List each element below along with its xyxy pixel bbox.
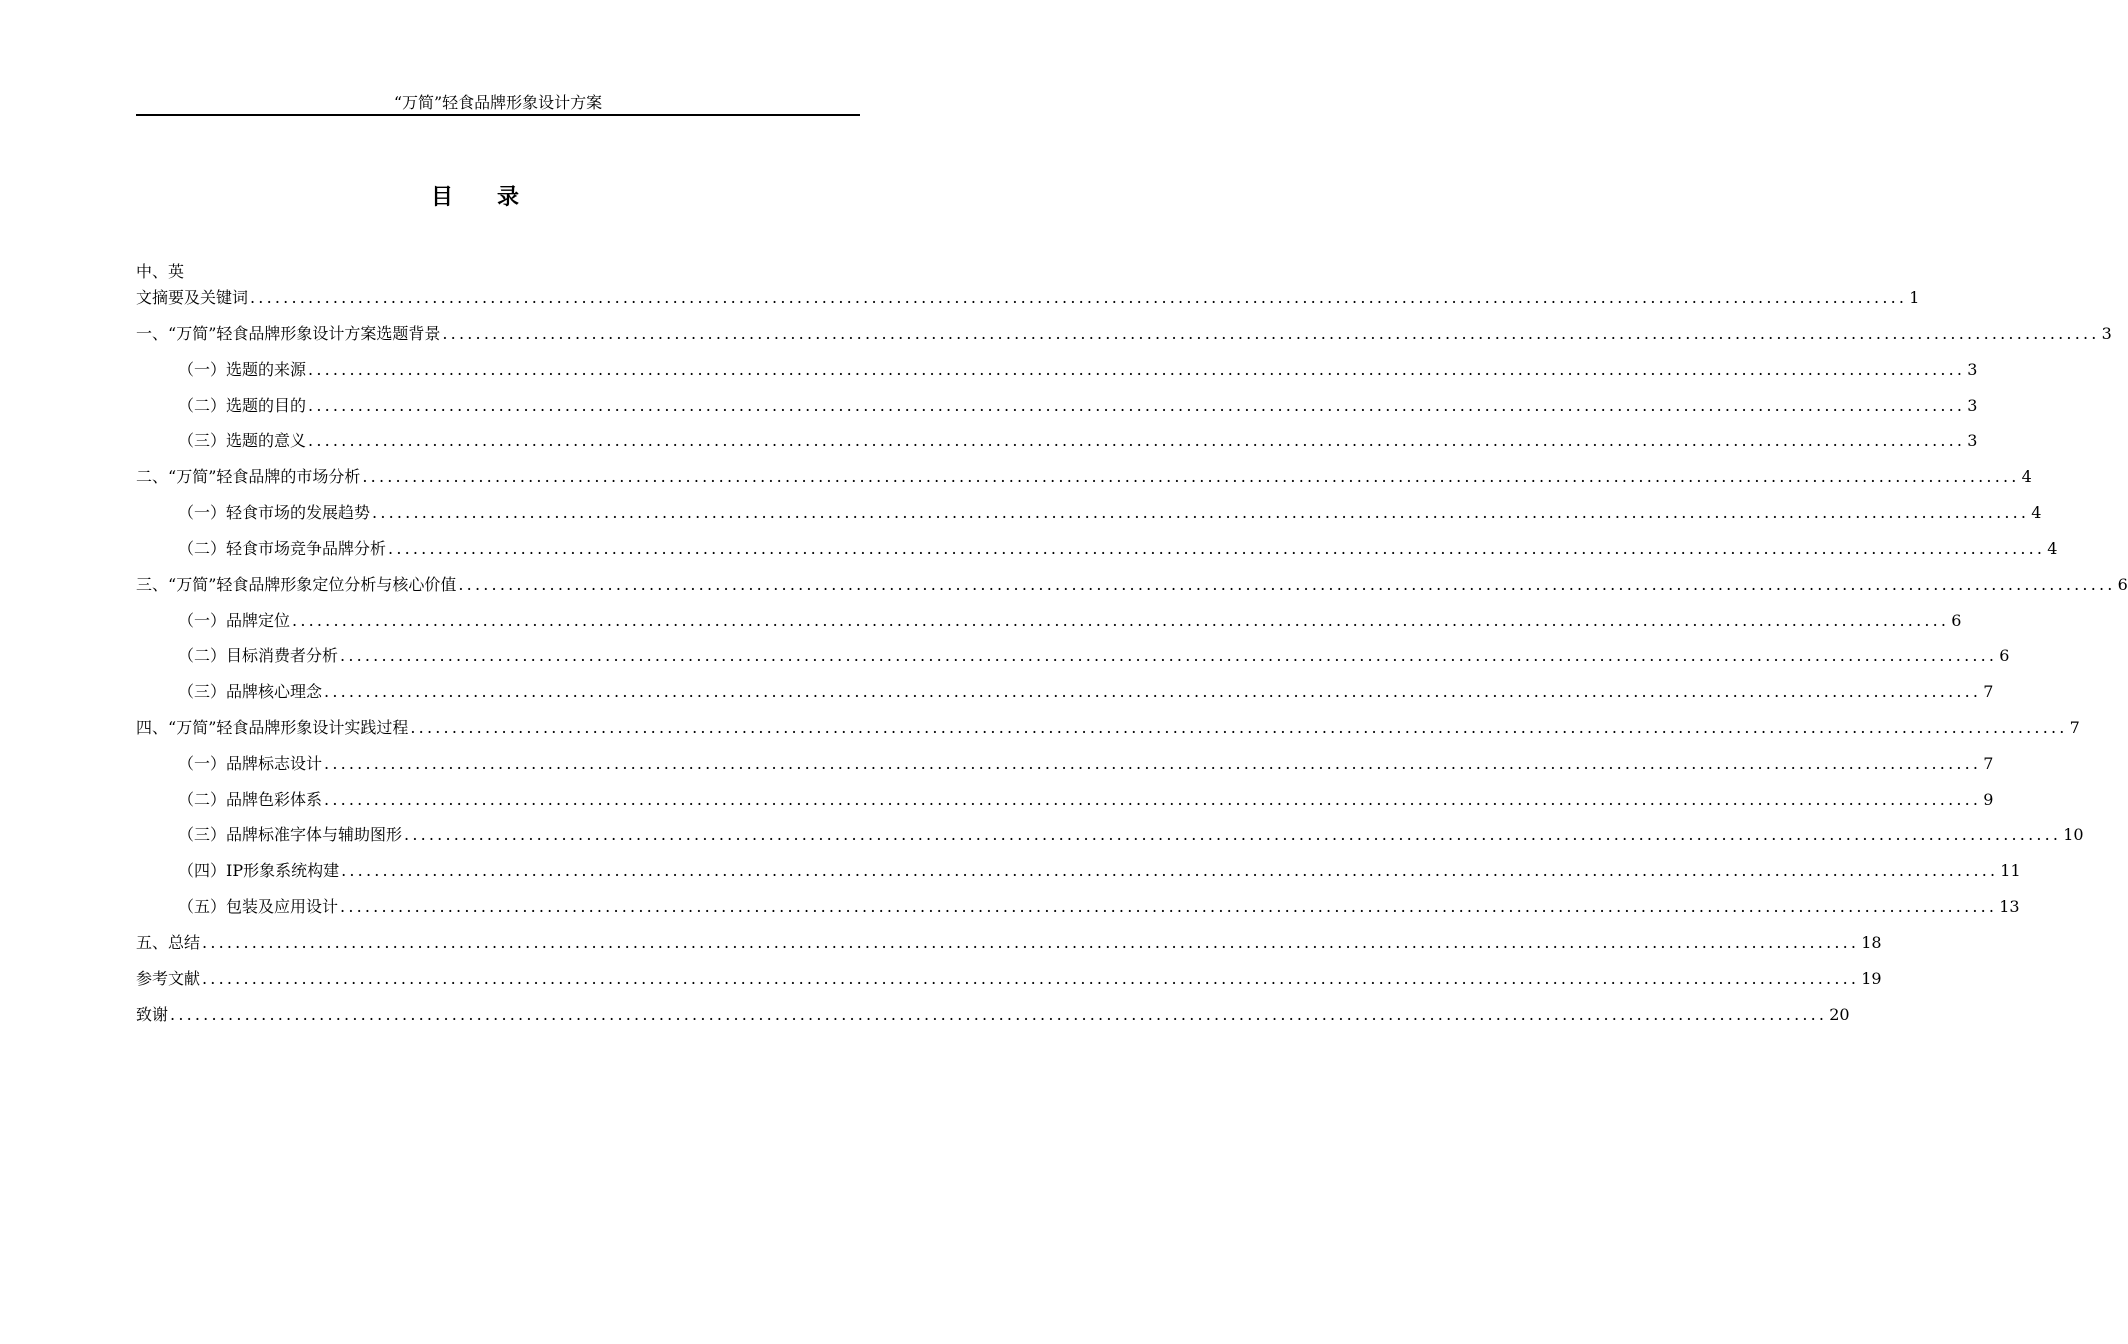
toc-entry-section-1-3[interactable] — [178, 427, 1978, 455]
toc-entry-number: （二） — [178, 396, 227, 415]
toc-entry-number: （三） — [178, 825, 227, 844]
dot-leader: ........................................................................................................................................................................................................ — [340, 646, 1998, 665]
toc-entry-text: 轻食市场的发展趋势 — [226, 503, 371, 522]
toc-abstract-prefix: 中、英 — [136, 262, 185, 281]
dot-leader: ........................................................................................................................................................................................................ — [372, 503, 2030, 522]
toc-entry-text: 轻食市场竞争品牌分析 — [226, 539, 387, 558]
toc-entry-number: （一） — [178, 611, 227, 630]
toc-entry-page: 10 — [2063, 825, 2084, 844]
toc-entry-abstract[interactable] — [136, 284, 1920, 312]
toc-entry-section-2-2[interactable] — [178, 535, 2058, 563]
toc-entry-page: 7 — [2069, 718, 2080, 737]
toc-entry-number: 三、 — [136, 575, 169, 594]
dot-leader: ........................................................................................................................................................................................................ — [202, 933, 1860, 952]
dot-leader: ........................................................................................................................................................................................................ — [341, 861, 1999, 880]
toc-entry-number: （三） — [178, 431, 227, 450]
toc-entry-page: 3 — [1967, 360, 1978, 379]
toc-entry-page: 3 — [1967, 396, 1978, 415]
toc-entry-text: 选题的意义 — [226, 431, 307, 450]
toc-entry-chapter-2[interactable] — [136, 463, 2032, 491]
dot-leader: ........................................................................................................................................................................................................ — [340, 897, 1998, 916]
toc-entry-references[interactable] — [136, 965, 1882, 993]
toc-entry-text: 品牌标准字体与辅助图形 — [226, 825, 403, 844]
toc-entry-text: “万简”轻食品牌的市场分析 — [168, 467, 361, 486]
toc-entry-section-4-2[interactable] — [178, 786, 1994, 814]
dot-leader: ........................................................................................................................................................................................................ — [324, 754, 1982, 773]
toc-title-char-2: 录 — [497, 184, 520, 210]
dot-leader: ........................................................................................................................................................................................................ — [404, 825, 2062, 844]
toc-entry-page: 19 — [1861, 969, 1882, 988]
toc-entry-number: （三） — [178, 682, 227, 701]
dot-leader: ........................................................................................................................................................................................................ — [362, 467, 2020, 486]
toc-entry-text: 品牌核心理念 — [226, 682, 323, 701]
toc-entry-text: IP形象系统构建 — [226, 861, 340, 880]
toc-entry-text: “万简”轻食品牌形象设计方案选题背景 — [168, 324, 441, 343]
toc-entry-text: 选题的来源 — [226, 360, 307, 379]
toc-entry-page: 3 — [1967, 431, 1978, 450]
toc-entry-chapter-3[interactable] — [136, 571, 2128, 599]
toc-entry-section-4-4[interactable] — [178, 857, 2021, 885]
page-header — [136, 92, 860, 116]
toc-entry-page: 6 — [2117, 575, 2128, 594]
toc-entry-number: （五） — [178, 897, 227, 916]
dot-leader: ........................................................................................................................................................................................................ — [458, 575, 2116, 594]
toc-entry-page: 7 — [1983, 754, 1994, 773]
dot-leader: ........................................................................................................................................................................................................ — [170, 1005, 1828, 1024]
toc-entry-text: “万简”轻食品牌形象定位分析与核心价值 — [168, 575, 457, 594]
toc-entry-section-4-5[interactable] — [178, 893, 2020, 921]
toc-entry-section-3-1[interactable] — [178, 607, 1962, 635]
dot-leader: ........................................................................................................................................................................................................ — [308, 431, 1966, 450]
toc-entry-text: 谢 — [152, 1005, 169, 1024]
toc-entry-number: 二、 — [136, 467, 169, 486]
toc-entry-section-2-1[interactable] — [178, 499, 2042, 527]
toc-entry-page: 13 — [1999, 897, 2020, 916]
toc-entry-text: 包装及应用设计 — [226, 897, 339, 916]
toc-entry-number: 五、 — [136, 933, 169, 952]
toc-entry-page: 4 — [2031, 503, 2042, 522]
toc-entry-page: 7 — [1983, 682, 1994, 701]
dot-leader: ........................................................................................................................................................................................................ — [202, 969, 1860, 988]
toc-entry-chapter-1[interactable] — [136, 320, 2112, 348]
toc-entry-acknowledgements[interactable] — [136, 1001, 1850, 1029]
toc-entry-chapter-4[interactable] — [136, 714, 2080, 742]
toc-entry-section-1-2[interactable] — [178, 392, 1978, 420]
toc-entry-page: 4 — [2021, 467, 2032, 486]
dot-leader: ........................................................................................................................................................................................................ — [308, 360, 1966, 379]
toc-entry-text: 选题的目的 — [226, 396, 307, 415]
toc-entry-section-3-2[interactable] — [178, 642, 2010, 670]
toc-entry-text: 品牌标志设计 — [226, 754, 323, 773]
dot-leader: ........................................................................................................................................................................................................ — [250, 288, 1908, 307]
toc-entry-number: （一） — [178, 754, 227, 773]
toc-entry-page: 3 — [2101, 324, 2112, 343]
dot-leader: ........................................................................................................................................................................................................ — [292, 611, 1950, 630]
toc-entry-page: 4 — [2047, 539, 2058, 558]
toc-entry-text: 品牌色彩体系 — [226, 790, 323, 809]
toc-entry-text: 文摘要及关键词 — [136, 288, 249, 307]
toc-entry-number: 致 — [136, 1005, 153, 1024]
dot-leader: ........................................................................................................................................................................................................ — [324, 682, 1982, 701]
toc-entry-number: 四、 — [136, 718, 169, 737]
toc-entry-section-3-3[interactable] — [178, 678, 1994, 706]
toc-entry-number: （一） — [178, 360, 227, 379]
dot-leader: ........................................................................................................................................................................................................ — [308, 396, 1966, 415]
dot-leader: ........................................................................................................................................................................................................ — [388, 539, 2046, 558]
toc-entry-section-4-1[interactable] — [178, 750, 1994, 778]
toc-entry-text: 参考文献 — [136, 969, 201, 988]
header-title: “万简”轻食品牌形象设计方案 — [393, 93, 603, 112]
toc-title — [0, 182, 950, 212]
toc-entry-page: 11 — [2000, 861, 2021, 880]
toc-entry-number: （一） — [178, 503, 227, 522]
dot-leader: ........................................................................................................................................................................................................ — [442, 324, 2100, 343]
toc-entry-text: 品牌定位 — [226, 611, 291, 630]
toc-entry-text: 目标消费者分析 — [226, 646, 339, 665]
toc-entry-number: （二） — [178, 790, 227, 809]
toc-entry-text: 总结 — [168, 933, 201, 952]
toc-entry-page: 20 — [1829, 1005, 1850, 1024]
toc-title-char-1: 目 — [430, 184, 453, 210]
toc-entry-section-1-1[interactable] — [178, 356, 1978, 384]
toc-entry-page: 18 — [1861, 933, 1882, 952]
toc-entry-page: 6 — [1951, 611, 1962, 630]
dot-leader: ........................................................................................................................................................................................................ — [324, 790, 1982, 809]
toc-entry-text: “万简”轻食品牌形象设计实践过程 — [168, 718, 409, 737]
toc-entry-number: （四） — [178, 861, 227, 880]
toc-entry-chapter-5[interactable] — [136, 929, 1882, 957]
dot-leader: ........................................................................................................................................................................................................ — [410, 718, 2068, 737]
toc-entry-section-4-3[interactable] — [178, 821, 2084, 849]
toc-entry-page: 9 — [1983, 790, 1994, 809]
toc-entry-number: 一、 — [136, 324, 169, 343]
toc-entry-page: 1 — [1909, 288, 1920, 307]
toc-entry-page: 6 — [1999, 646, 2010, 665]
toc-entry-number: （二） — [178, 539, 227, 558]
toc-entry-number: （二） — [178, 646, 227, 665]
